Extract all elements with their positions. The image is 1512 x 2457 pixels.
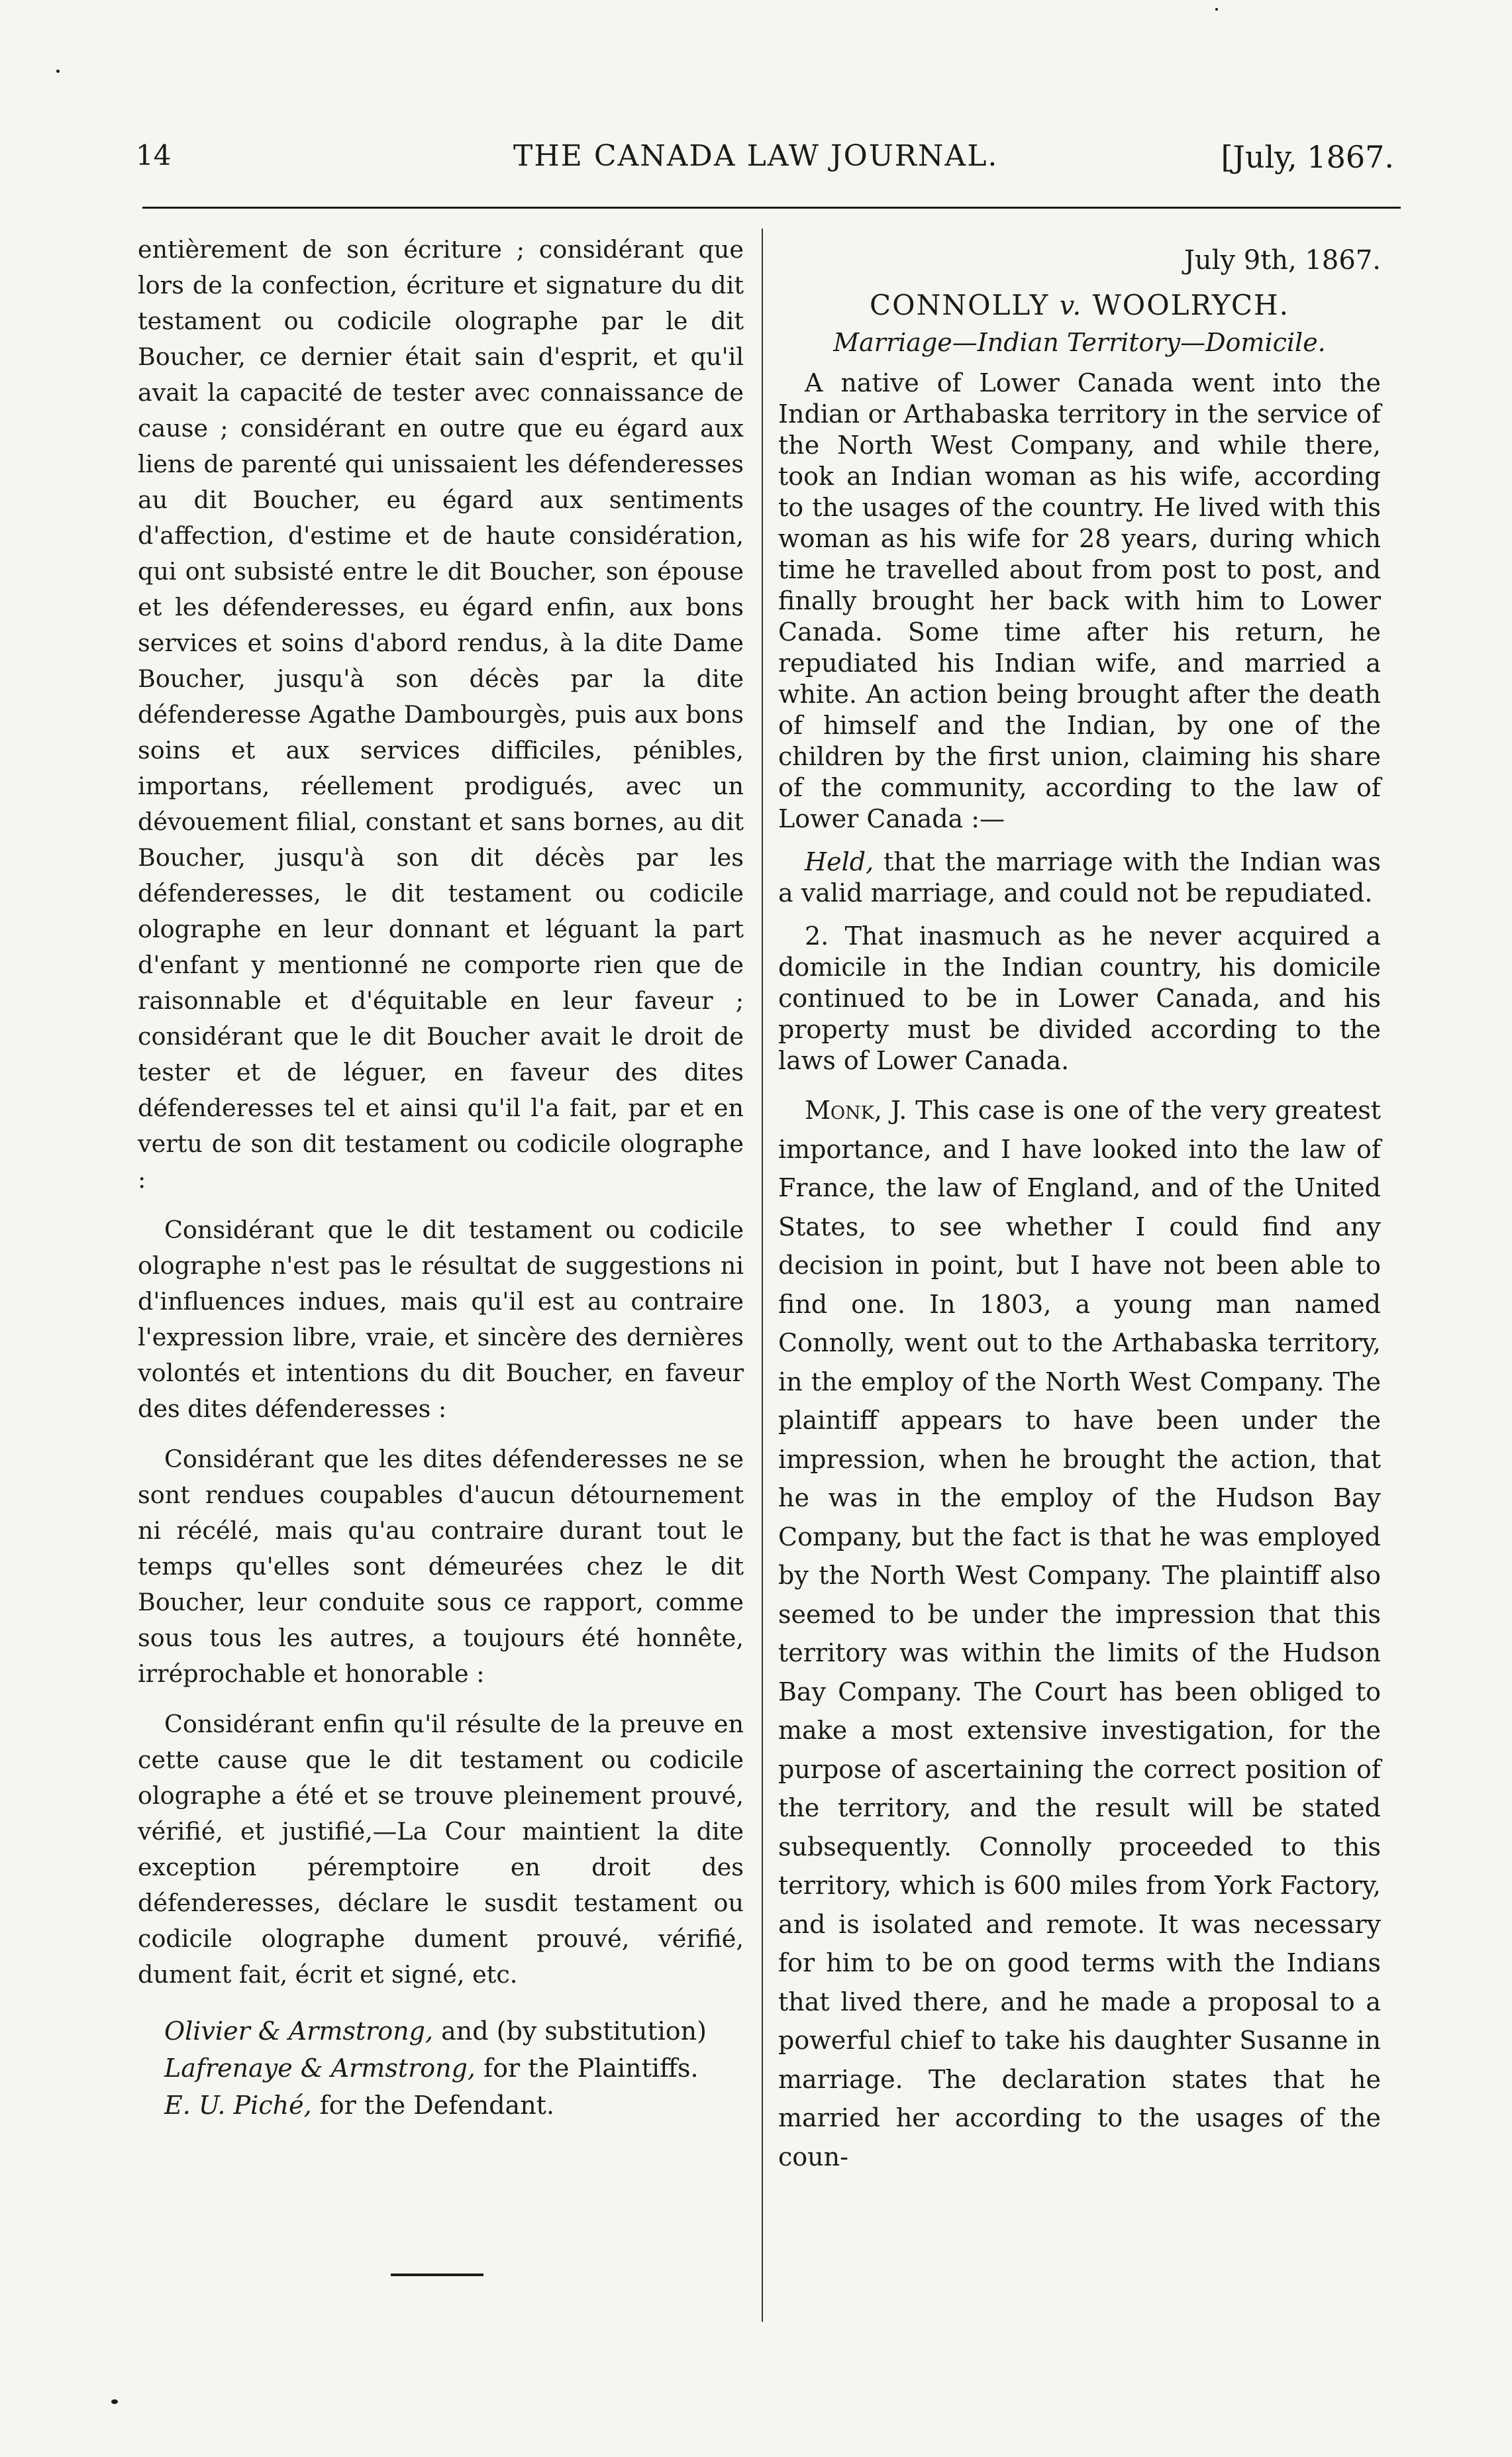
counsel-names: Olivier & Armstrong,	[164, 2016, 434, 2046]
opinion	[778, 1091, 1381, 2176]
page-number: 14	[136, 139, 172, 172]
journal-title: THE CANADA LAW JOURNAL.	[513, 139, 999, 173]
headnote-held	[778, 847, 1381, 909]
ink-speck	[1215, 8, 1218, 11]
case-title	[778, 289, 1381, 321]
judge-name: Monk, J.	[805, 1096, 907, 1125]
paragraph: Considérant que les dites défenderesses ne se sont rendues coupables d'aucun détournement ni récélé, mais qu'au contraire durant tout le temps qu'elles sont démeurées chez le dit Boucher, leur conduite sous ce rapport, comme sous tous les autres, a toujours été honnête, irréprochable et honorable :	[138, 1445, 744, 1688]
case-subject: Marriage—Indian Territory—Domicile.	[833, 328, 1326, 357]
right-column	[778, 232, 1381, 2176]
paragraph: Considérant que le dit testament ou codicile olographe n'est pas le résultat de suggestions ni d'influences indues, mais qu'il est au contraire l'expression libre, vraie, et sincère des dernières volontés et intentions du dit Boucher, en faveur des dites défenderesses :	[138, 1216, 744, 1423]
ink-speck	[56, 70, 60, 73]
counsel-line	[164, 2087, 744, 2124]
counsel-role: for the Plaintiffs.	[483, 2054, 699, 2083]
header-rule	[142, 207, 1401, 209]
paragraph: entièrement de son écriture ; considérant que lors de la confection, écriture et signature du dit testament ou codicile olographe par le dit Boucher, ce dernier était sain d'esprit, et qu'il avait la capacité de tester avec connaissance de cause ; considérant en outre que eu égard aux liens de parenté qui unissaient les défenderesses au dit Boucher, eu égard aux sentiments d'affection, d'estime et de haute considération, qui ont subsisté entre le dit Boucher, son épouse et les défenderesses, eu égard enfin, aux bons services et soins d'abord rendus, à la dite Dame Boucher, jusqu'à son décès par la dite défenderesse Agathe Dambourgès, puis aux bons soins et aux services difficiles, pénibles, importans, réellement prodigués, avec un dévouement filial, constant et sans bornes, au dit Boucher, jusqu'à son dit décès par les défenderesses, le dit testament ou codicile olographe en leur donnant et léguant la part d'enfant y mentionné ne comporte rien que de raisonnable et d'équitable en leur faveur ; considérant que le dit Boucher avait le droit de tester et de léguer, en faveur des dites défenderesses tel et ainsi qu'il l'a fait, par et en vertu de son dit testament ou codicile olographe :	[138, 235, 744, 1194]
left-column	[138, 232, 744, 2124]
case-party-b: WOOLRYCH.	[1092, 289, 1289, 321]
counsel-line	[164, 2050, 744, 2087]
opinion-text: This case is one of the very greatest importance, and I have looked into the law of France, the law of England, and of the United States, to see whether I could find any decision in point, but I have not been able to find one. In 1803, a young man named Connolly, went out to the Arthabaska territory, in the employ of the North West Company. The plaintiff appears to have been under the impression, when he brought the action, that he was in the employ of the Hudson Bay Company, but the fact is that he was employed by the North West Company. The plaintiff also seemed to be under the impression that this territory was within the limits of the Hudson Bay Company. The Court has been obliged to make a most extensive investigation, for the purpose of ascertaining the correct position of the territory, and the result will be stated subsequently. Connolly proceeded to this territory, which is 600 miles from York Factory, and is isolated and remote. It was necessary for him to be on good terms with the Indians that lived there, and he made a proposal to a powerful chief to take his daughter Susanne in marriage. The declaration states that he married her according to the usages of the coun-	[778, 1096, 1381, 2171]
headnote: 2. That inasmuch as he never acquired a domicile in the Indian country, his domicile continued to be in Lower Canada, and his property must be divided according to the laws of Lower Canada.	[778, 921, 1381, 1075]
counsel-names: E. U. Piché,	[164, 2091, 312, 2120]
ink-speck	[111, 2399, 118, 2404]
held-label: Held,	[805, 847, 874, 876]
headnote: A native of Lower Canada went into the Indian or Arthabaska territory in the service of the North West Company, and while there, took an Indian woman as his wife, according to the usages of the country. He lived with this woman as his wife for 28 years, during which time he travelled about from post to post, and finally brought her back with him to Lower Canada. Some time after his return, he repudiated his Indian wife, and married a white. An action being brought after the death of himself and the Indian, by one of the children by the first union, claiming his share of the community, according to the law of Lower Canada :—	[778, 368, 1381, 833]
column-divider	[762, 229, 763, 2322]
case-party-a: CONNOLLY	[870, 289, 1050, 321]
issue-date: [July, 1867.	[1221, 139, 1394, 175]
paragraph: Considérant enfin qu'il résulte de la preuve en cette cause que le dit testament ou codicile olographe a été et se trouve pleinement prouvé, vérifié, et justifié,—La Cour maintient la dite exception péremptoire en droit des défenderesses, déclare le susdit testament ou codicile olographe dument prouvé, vérifié, dument fait, écrit et signé, etc.	[138, 1710, 744, 1989]
counsel-line	[164, 2013, 744, 2050]
counsel-role: for the Defendant.	[319, 2091, 555, 2120]
case-date: July 9th, 1867.	[1184, 245, 1381, 276]
page-header	[136, 139, 1394, 185]
held-text: that the marriage with the Indian was a valid marriage, and could not be repudiated.	[778, 847, 1381, 908]
counsel-block	[164, 2013, 744, 2124]
case-versus: v.	[1059, 291, 1083, 321]
counsel-names: Lafrenaye & Armstrong,	[164, 2054, 476, 2083]
end-rule	[391, 2274, 483, 2276]
counsel-role: and (by substitution)	[441, 2016, 707, 2046]
